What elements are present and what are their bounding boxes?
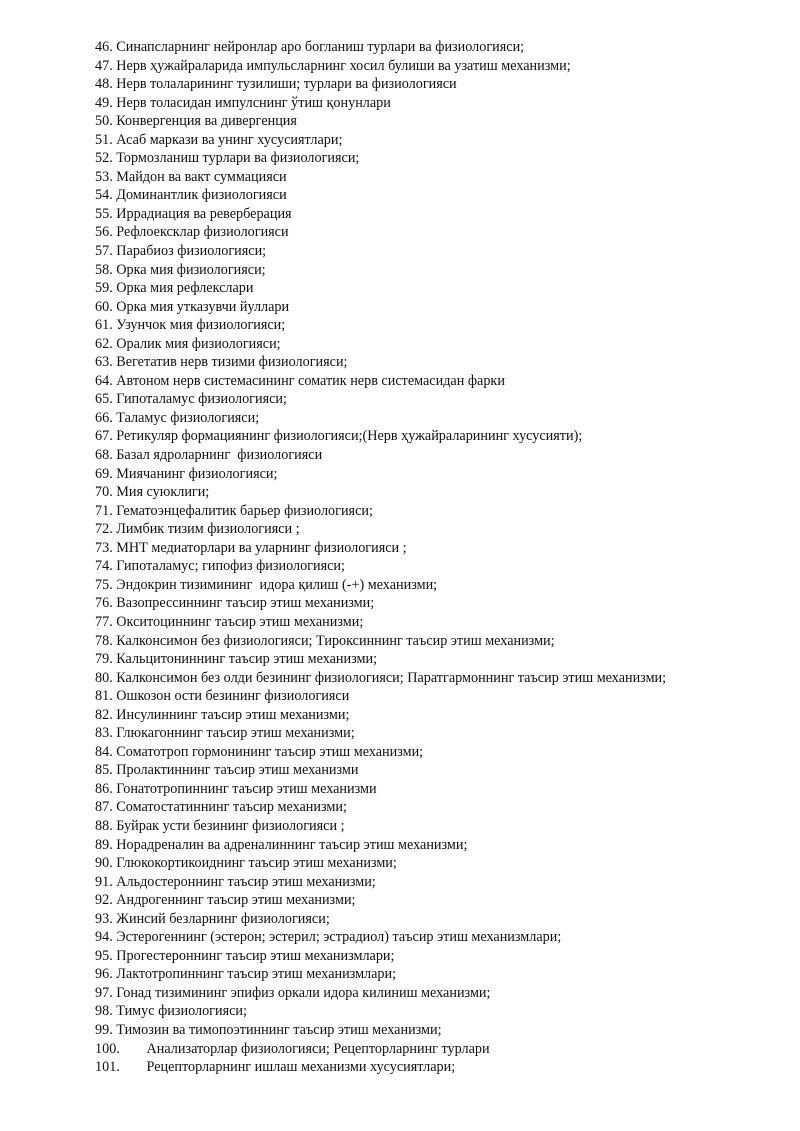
list-item (95, 1021, 666, 1040)
item-text: Эндокрин тизимининг идора қилиш (-+) механизми; (116, 576, 438, 593)
item-text: Асаб маркази ва унинг хусусиятлари; (116, 131, 343, 148)
item-text: Калконсимон без олди безининг физиологияси; Паратгармоннинг таъсир этиш механизми; (116, 669, 667, 686)
item-text: Гонад тизимининг эпифиз оркали идора килиниш механизми; (116, 984, 491, 1001)
item-number: 101. (95, 1059, 120, 1076)
list-item (95, 38, 666, 57)
item-number: 50. (95, 113, 113, 130)
item-text: Конвергенция ва дивергенция (116, 113, 297, 130)
item-number: 98. (95, 1003, 113, 1020)
item-text: Базал ядроларнинг физиологияси (116, 447, 323, 464)
item-number: 70. (95, 484, 113, 501)
item-number: 78. (95, 632, 113, 649)
item-number: 77. (95, 613, 113, 630)
item-text: Тормозланиш турлари ва физиологияси; (116, 150, 360, 167)
list-item (95, 168, 666, 187)
list-item (95, 446, 666, 465)
item-number: 95. (95, 947, 113, 964)
item-number: 47. (95, 57, 113, 74)
item-number: 83. (95, 725, 113, 742)
item-number: 86. (95, 780, 113, 797)
item-text: Норадреналин ва адреналиннинг таъсир этиш механизми; (116, 836, 468, 853)
item-text: Майдон ва вакт суммацияси (116, 168, 287, 185)
item-text: Нерв ҳужайраларида импульсларнинг хосил булиши ва узатиш механизми; (116, 57, 571, 74)
item-number: 56. (95, 224, 113, 241)
list-item (95, 242, 666, 261)
item-number: 65. (95, 391, 113, 408)
item-text: Синапсларнинг нейронлар аро богланиш турлари ва физиологияси; (116, 39, 525, 55)
list-item (95, 687, 666, 706)
item-text: Эстерогеннинг (эстерон; эстерил; эстрадиол) таъсир этиш механизмлари; (116, 929, 562, 946)
item-text: Орка мия физиологияси; (116, 261, 266, 278)
list-item (95, 817, 666, 836)
list-item (95, 316, 666, 335)
list-item (95, 836, 666, 855)
list-item (95, 94, 666, 113)
item-text: Кальцитониннинг таъсир этиш механизми; (116, 651, 378, 668)
item-number: 91. (95, 873, 113, 890)
item-text: МНТ медиаторлари ва уларнинг физиологияси ; (116, 539, 407, 556)
item-text: Лимбик тизим физиологияси ; (116, 521, 300, 538)
item-number: 85. (95, 762, 113, 779)
item-text: Тимозин ва тимопоэтиннинг таъсир этиш механизми; (116, 1021, 442, 1038)
item-number: 60. (95, 298, 113, 315)
item-number: 69. (95, 465, 113, 482)
item-text: Тимус физиологияси; (116, 1003, 247, 1020)
list-item (95, 594, 666, 613)
list-item (95, 131, 666, 150)
item-text: Оралик мия физиологияси; (116, 335, 281, 352)
list-item (95, 502, 666, 521)
item-text: Рефлоексклар физиологияси (116, 224, 289, 241)
list-item (95, 112, 666, 131)
item-number: 89. (95, 836, 113, 853)
item-number: 51. (95, 131, 113, 148)
item-number: 59. (95, 280, 113, 297)
item-text: Андрогеннинг таъсир этиш механизми; (116, 892, 356, 909)
item-number: 55. (95, 205, 113, 222)
list-item (95, 1040, 666, 1059)
list-item (95, 223, 666, 242)
list-item (95, 539, 666, 558)
list-item (95, 1058, 666, 1077)
item-text: Альдостероннинг таъсир этиш механизми; (116, 873, 376, 890)
list-item (95, 261, 666, 280)
list-item (95, 427, 666, 446)
list-item (95, 409, 666, 428)
item-number: 49. (95, 94, 113, 111)
item-text: Узунчок мия физиологияси; (116, 317, 286, 334)
item-text: Мия суюклиги; (116, 484, 210, 501)
item-text: Иррадиация ва реверберация (116, 205, 292, 222)
item-number: 88. (95, 817, 113, 834)
item-text: Гипоталамус физиологияси; (116, 391, 287, 408)
item-number: 58. (95, 261, 113, 278)
item-number: 52. (95, 150, 113, 167)
list-item (95, 335, 666, 354)
item-text: Окситоциннинг таъсир этиш механизми; (116, 613, 364, 630)
item-number: 82. (95, 706, 113, 723)
list-item (95, 465, 666, 484)
item-text: Глюкокортикоиднинг таъсир этиш механизми; (116, 855, 397, 872)
item-number: 48. (95, 76, 113, 93)
item-number: 74. (95, 558, 113, 575)
list-item (95, 910, 666, 929)
item-text: Буйрак усти безининг физиологияси ; (116, 817, 345, 834)
list-item (95, 205, 666, 224)
item-number: 71. (95, 502, 113, 519)
item-number: 97. (95, 984, 113, 1001)
item-number: 66. (95, 409, 113, 426)
item-number: 81. (95, 688, 113, 705)
list-item (95, 613, 666, 632)
item-text: Доминантлик физиологияси (116, 187, 287, 204)
list-item (95, 483, 666, 502)
item-number: 46. (95, 39, 113, 55)
item-number: 72. (95, 521, 113, 538)
list-item (95, 761, 666, 780)
item-text: Калконсимон без физиологияси; Тироксиннинг таъсир этиш механизми; (116, 632, 555, 649)
list-item (95, 372, 666, 391)
item-text: Гипоталамус; гипофиз физиологияси; (116, 558, 345, 575)
list-item (95, 520, 666, 539)
list-item (95, 873, 666, 892)
list-item (95, 798, 666, 817)
list-item (95, 984, 666, 1003)
item-number: 75. (95, 576, 113, 593)
item-number: 79. (95, 651, 113, 668)
item-number: 90. (95, 855, 113, 872)
item-text: Соматостатиннинг таъсир механизми; (116, 799, 347, 816)
item-text: Гонатотропиннинг таъсир этиш механизми (116, 780, 377, 797)
item-number: 84. (95, 743, 113, 760)
list-item (95, 706, 666, 725)
item-text: Пролактиннинг таъсир этиш механизми (116, 762, 359, 779)
item-number: 57. (95, 243, 113, 260)
item-number: 73. (95, 539, 113, 556)
item-number: 67. (95, 428, 113, 445)
list-item (95, 57, 666, 76)
item-number: 62. (95, 335, 113, 352)
item-number: 53. (95, 168, 113, 185)
item-text: Таламус физиологияси; (116, 409, 260, 426)
list-item (95, 947, 666, 966)
item-text: Нерв толаларининг тузилиши; турлари ва физиологияси (116, 76, 457, 93)
item-text: Лактотропиннинг таъсир этиш механизмлари; (116, 966, 397, 983)
list-item (95, 390, 666, 409)
item-text: Автоном нерв системасининг соматик нерв системасидан фарки (116, 372, 505, 389)
item-text: Гематоэнцефалитик барьер физиологияси; (116, 502, 373, 519)
list-item (95, 632, 666, 651)
list-item (95, 149, 666, 168)
item-text: Ошкозон ости безининг физиологияси (116, 688, 350, 705)
item-number: 100. (95, 1040, 120, 1057)
list-item (95, 1002, 666, 1021)
item-number: 68. (95, 447, 113, 464)
item-text: Вегетатив нерв тизими физиологияси; (116, 354, 348, 371)
list-item (95, 743, 666, 762)
list-item (95, 279, 666, 298)
list-item (95, 854, 666, 873)
list-item (95, 576, 666, 595)
item-number: 92. (95, 892, 113, 909)
list-item (95, 724, 666, 743)
item-number: 54. (95, 187, 113, 204)
item-text: Анализаторлар физиологияси; Рецепторларнинг турлари (146, 1040, 490, 1057)
item-number: 87. (95, 799, 113, 816)
item-number: 96. (95, 966, 113, 983)
item-number: 61. (95, 317, 113, 334)
item-text: Рецепторларнинг ишлаш механизми хусусиятлари; (146, 1059, 456, 1076)
item-text: Орка мия утказувчи йуллари (116, 298, 290, 315)
item-number: 76. (95, 595, 113, 612)
list-item (95, 669, 666, 688)
item-text: Миячанинг физиологияси; (116, 465, 278, 482)
list-item (95, 891, 666, 910)
item-text: Прогестероннинг таъсир этиш механизмлари; (116, 947, 395, 964)
list-item (95, 75, 666, 94)
list-item (95, 780, 666, 799)
item-text: Соматотроп гормонининг таъсир этиш механизми; (116, 743, 424, 760)
item-text: Жинсий безларнинг физиологияси; (116, 910, 330, 927)
item-text: Инсулиннинг таъсир этиш механизми; (116, 706, 350, 723)
numbered-list (95, 38, 666, 1077)
list-item (95, 353, 666, 372)
item-number: 64. (95, 372, 113, 389)
list-item (95, 928, 666, 947)
item-text: Ретикуляр формациянинг физиологияси;(Нерв ҳужайраларининг хусусияти); (116, 428, 583, 445)
item-number: 99. (95, 1021, 113, 1038)
list-item (95, 650, 666, 669)
item-text: Орка мия рефлекслари (116, 280, 254, 297)
item-number: 63. (95, 354, 113, 371)
list-item (95, 965, 666, 984)
list-item (95, 186, 666, 205)
item-text: Вазопрессиннинг таъсир этиш механизми; (116, 595, 375, 612)
item-text: Парабиоз физиологияси; (116, 243, 267, 260)
item-number: 80. (95, 669, 113, 686)
item-text: Нерв толасидан импулснинг ўтиш қонунлари (116, 94, 391, 111)
list-item (95, 298, 666, 317)
item-number: 93. (95, 910, 113, 927)
item-number: 94. (95, 929, 113, 946)
list-item (95, 557, 666, 576)
item-text: Глюкагоннинг таъсир этиш механизми; (116, 725, 355, 742)
